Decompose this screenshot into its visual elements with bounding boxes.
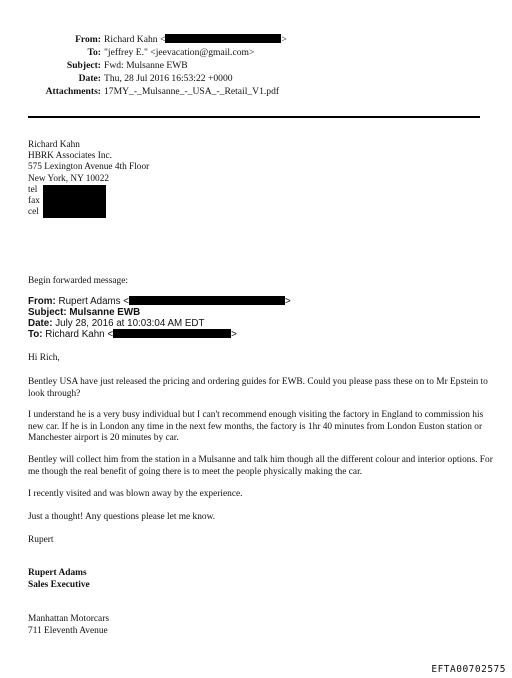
- to-label: To:: [87, 47, 101, 58]
- fwd-subject-row: [28, 307, 140, 318]
- body-paragraph-5: Just a thought! Any questions please let me know.: [28, 512, 216, 522]
- fwd-to-value: Richard Kahn <: [45, 329, 114, 340]
- redaction-bar: [165, 34, 281, 43]
- fwd-to-label: To:: [28, 329, 43, 340]
- fwd-subject-label: Subject:: [28, 307, 67, 318]
- fwd-from-label: From:: [28, 296, 56, 307]
- sig-address-line1: 575 Lexington Avenue 4th Floor: [28, 162, 150, 173]
- redaction-bar: [113, 329, 231, 338]
- bates-number: EFTA00702575: [431, 664, 506, 675]
- sig-name: Richard Kahn: [28, 140, 80, 150]
- sig-cel: cel: [28, 207, 39, 218]
- body-signoff: Rupert: [28, 535, 54, 545]
- sender-company: Manhattan Motorcars: [28, 614, 109, 624]
- fwd-to-row: To: Richard Kahn < >: [28, 329, 237, 340]
- sender-title: Sales Executive: [28, 580, 90, 590]
- fwd-from-value: Rupert Adams <: [58, 296, 130, 307]
- body-paragraph-2: I understand he is a very busy individual but I can't recommend enough visiting the factory in England to commission his new car. If he is in London any time in the next few months, the factory is 1hr 40 minutes from London Euston station or Manchester airport is 20 minutes by car.: [28, 410, 484, 444]
- header-divider: [28, 116, 480, 118]
- fwd-from-row: From: Rupert Adams < >: [28, 296, 291, 307]
- attachment-link[interactable]: 17MY_-_Mulsanne_-_USA_-_Retail_V1.pdf: [104, 86, 280, 97]
- fwd-date-value: July 28, 2016 at 10:03:04 AM EDT: [55, 318, 205, 329]
- body-paragraph-1: Bentley USA have just released the pricing and ordering guides for EWB. Could you please pass these on to Mr Epstein to look through?: [28, 377, 488, 399]
- sender-name: Rupert Adams: [28, 568, 87, 578]
- subject-label: Subject:: [66, 60, 101, 71]
- fwd-date-label: Date:: [28, 318, 53, 329]
- sender-address: 711 Eleventh Avenue: [28, 626, 108, 636]
- to-value: "jeffrey E." <jeevacation@gmail.com>: [104, 47, 255, 58]
- date-label: Date:: [78, 73, 101, 84]
- from-label: From:: [75, 34, 101, 45]
- body-greeting: Hi Rich,: [28, 353, 60, 363]
- redaction-bar: [129, 296, 285, 305]
- attachments-label: Attachments:: [45, 86, 101, 97]
- fwd-subject-value: Mulsanne EWB: [69, 307, 141, 318]
- sig-address-line2: New York, NY 10022: [28, 173, 110, 184]
- redaction-bar: [43, 185, 106, 218]
- body-paragraph-4: I recently visited and was blown away by the experience.: [28, 489, 243, 499]
- subject-value: Fwd: Mulsanne EWB: [104, 60, 188, 71]
- sig-fax: fax: [28, 196, 40, 207]
- email-header: [0, 34, 512, 104]
- sig-company: HBRK Associates Inc.: [28, 151, 112, 162]
- sig-tel: tel: [28, 184, 38, 195]
- date-value: Thu, 28 Jul 2016 16:53:22 +0000: [104, 73, 233, 84]
- from-value: Richard Kahn < >: [104, 34, 287, 45]
- body-paragraph-3: Bentley will collect him from the station in a Mulsanne and talk him though all the different colour and interior options. For me though the real benefit of going there is to meet the people physically making the car.: [28, 455, 493, 477]
- forwarded-intro: Begin forwarded message:: [28, 276, 128, 286]
- fwd-date-row: [28, 318, 204, 329]
